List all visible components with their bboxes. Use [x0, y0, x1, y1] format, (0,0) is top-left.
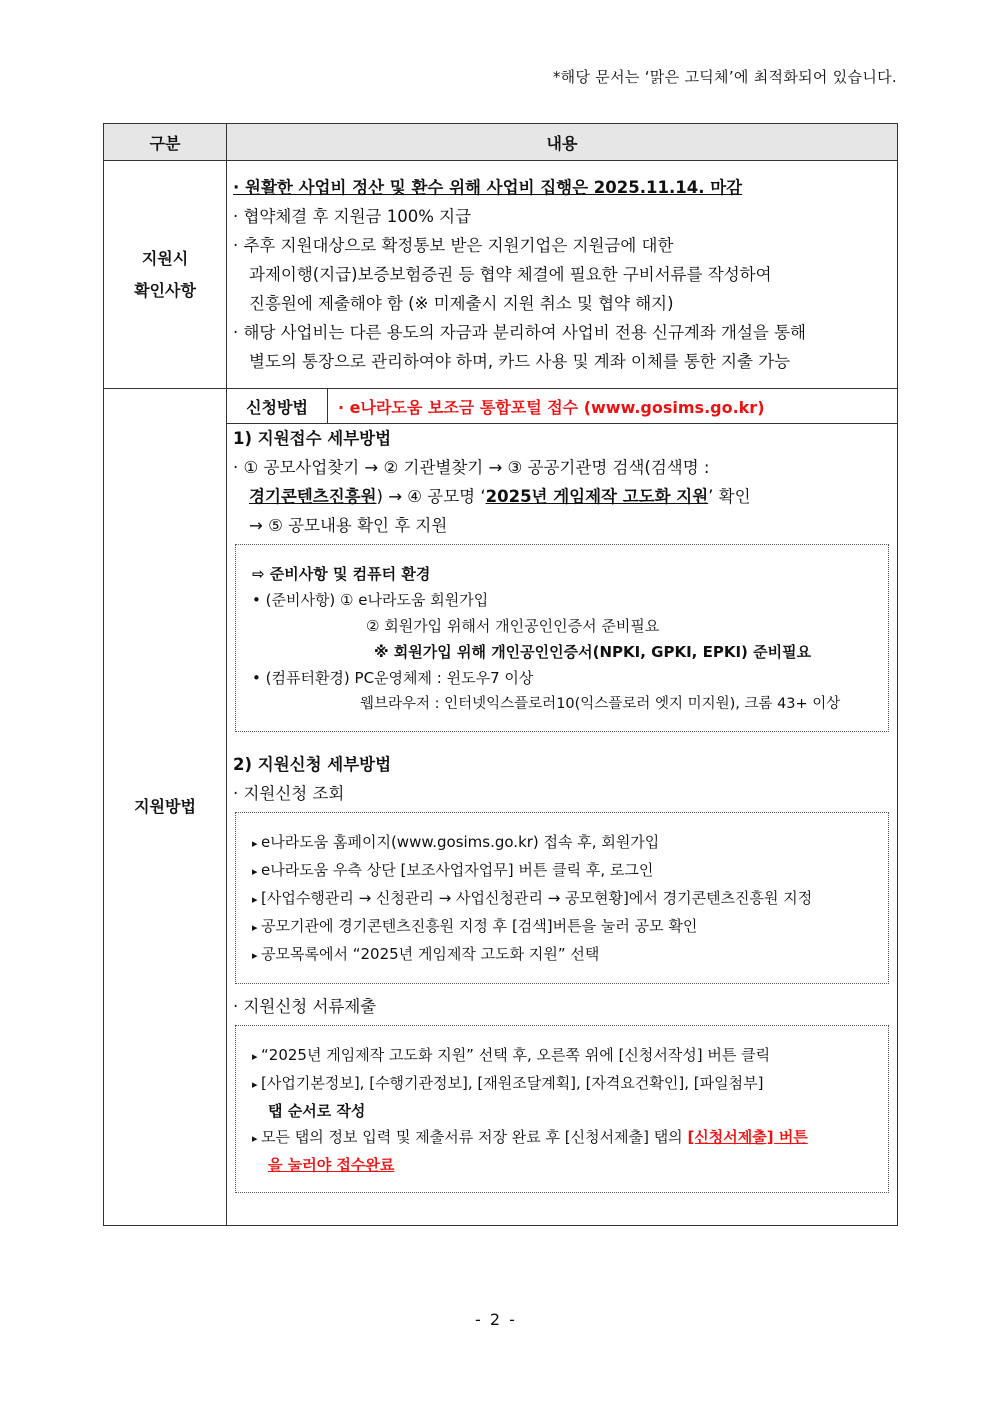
submit-line — [252, 1124, 880, 1152]
apply-method-key: 신청방법 — [227, 389, 328, 423]
label-line: 확인사항 — [134, 280, 196, 300]
table-row — [104, 389, 898, 1226]
content-line: → ⑤ 공모내용 확인 후 지원 — [249, 516, 448, 535]
page-number: - 2 - — [475, 1310, 517, 1329]
content-line: · 지원신청 서류제출 — [233, 997, 377, 1016]
content-line: · 협약체결 후 지원금 100% 지급 — [233, 207, 472, 226]
prep-line: • (컴퓨터환경) PC운영체제 : 윈도우7 이상 — [252, 669, 534, 687]
submit-highlight: 을 눌러야 접수완료 — [268, 1156, 395, 1174]
header-row — [104, 124, 898, 161]
prep-line: ② 회원가입 위해서 개인공인인증서 준비필요 — [366, 617, 660, 635]
submit-line: ▸ [사업기본정보], [수행기관정보], [재원조달계획], [자격요건확인], [파일첨부] — [252, 1070, 880, 1098]
org-name: 경기콘텐츠진흥원 — [249, 487, 377, 506]
prep-box — [235, 544, 889, 732]
header-content: 내용 — [227, 124, 898, 161]
inquiry-line: ▸ 공모기관에 경기콘텐츠진흥원 지정 후 [검색]버튼을 눌러 공모 확인 — [252, 913, 880, 941]
content-line: 별도의 통장으로 관리하여야 하며, 카드 사용 및 계좌 이체를 통한 지출 가능 — [249, 352, 791, 371]
inquiry-line: ▸ e나라도움 홈페이지(www.gosims.go.kr) 접속 후, 회원가입 — [252, 829, 880, 857]
content-line: · 해당 사업비는 다른 용도의 자금과 분리하여 사업비 전용 신규계좌 개설을 통해 — [233, 323, 806, 342]
inquiry-line: ▸ [사업수행관리 → 신청관리 → 사업신청관리 → 공모현황]에서 경기콘텐츠진흥원 지정 — [252, 885, 880, 913]
program-name: 2025년 게임제작 고도화 지원 — [485, 487, 709, 506]
info-table — [103, 123, 898, 1226]
row-label-method: 지원방법 — [104, 389, 227, 1226]
content-line: · ① 공모사업찾기 → ② 기관별찾기 → ③ 공공기관명 검색(검색명 : — [233, 458, 710, 477]
content-line — [233, 482, 889, 511]
text-span: ) → ④ 공모명 ‘ — [376, 487, 486, 506]
prep-line: 웹브라우저 : 인터넷익스플로러10(익스플로러 엣지 미지원), 크롬 43+ 이상 — [360, 696, 841, 712]
prep-line: ※ 회원가입 위해 개인공인인증서(NPKI, GPKI, EPKI) 준비필요 — [374, 643, 812, 661]
table-row — [104, 161, 898, 389]
header-category: 구분 — [104, 124, 227, 161]
text-span: ’ 확인 — [708, 487, 751, 506]
row-label-confirm — [104, 161, 227, 389]
content-line: 과제이행(지급)보증보험증권 등 협약 체결에 필요한 구비서류를 작성하여 — [249, 265, 772, 284]
row-content-method — [227, 389, 898, 1226]
label-line: 지원시 — [141, 248, 189, 268]
prep-title: ⇨ 준비사항 및 컴퓨터 환경 — [252, 565, 431, 583]
text-span: 모든 탭의 정보 입력 및 제출서류 저장 완료 후 [신청서제출] 탭의 — [261, 1128, 688, 1146]
section1-title: 1) 지원접수 세부방법 — [233, 429, 392, 448]
submit-line: 탭 순서로 작성 — [268, 1102, 366, 1120]
content-line: · 지원신청 조회 — [233, 784, 345, 803]
content-line: 진흥원에 제출해야 함 (※ 미제출시 지원 취소 및 협약 해지) — [249, 294, 674, 313]
prep-line: • (준비사항) ① e나라도움 회원가입 — [252, 591, 489, 609]
row-content-confirm — [227, 161, 898, 389]
apply-method-value: · e나라도움 보조금 통합포털 접수 (www.gosims.go.kr) — [338, 397, 765, 417]
section2-title: 2) 지원신청 세부방법 — [233, 755, 392, 774]
submit-highlight: [신청서제출] 버튼 — [687, 1128, 808, 1146]
font-notice: *해당 문서는 ‘맑은 고딕체’에 최적화되어 있습니다. — [552, 68, 897, 86]
submit-box — [235, 1025, 889, 1193]
submit-line: ▸ “2025년 게임제작 고도화 지원” 선택 후, 오른쪽 위에 [신청서작성] 버튼 클릭 — [252, 1042, 880, 1070]
inquiry-box — [235, 812, 889, 984]
apply-method-row — [227, 389, 897, 424]
content-line: · 추후 지원대상으로 확정통보 받은 지원기업은 지원금에 대한 — [233, 236, 674, 255]
deadline-line: · 원활한 사업비 정산 및 환수 위해 사업비 집행은 2025.11.14. 마감 — [233, 178, 743, 197]
inquiry-line: ▸ 공모목록에서 “2025년 게임제작 고도화 지원” 선택 — [252, 941, 880, 969]
inquiry-line: ▸ e나라도움 우측 상단 [보조사업자업무] 버튼 클릭 후, 로그인 — [252, 857, 880, 885]
